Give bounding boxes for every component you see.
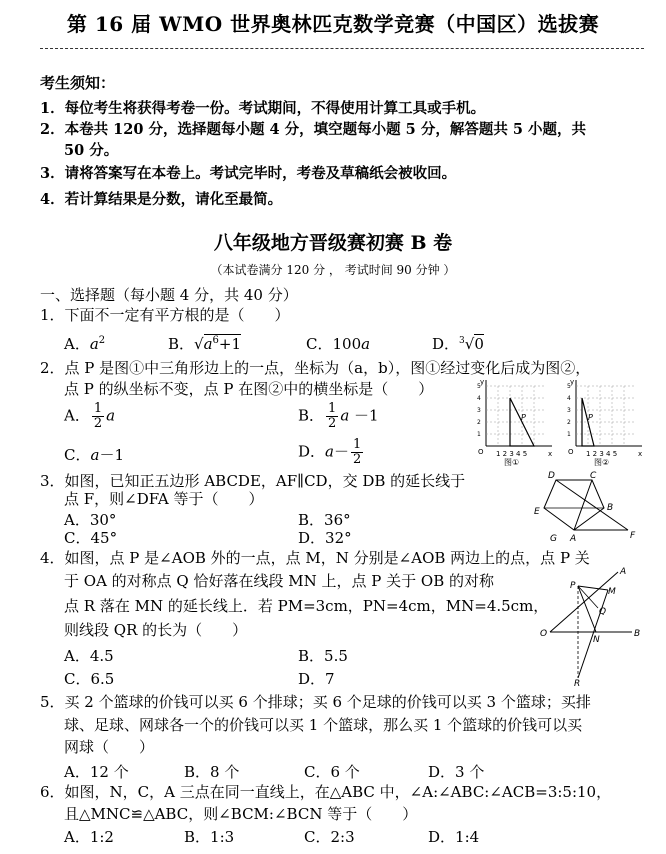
svg-text:B: B bbox=[634, 629, 641, 639]
svg-text:A: A bbox=[620, 567, 627, 577]
svg-text:M: M bbox=[608, 587, 616, 597]
q5-option-a: A．12 个 bbox=[64, 763, 129, 781]
q4-option-a: A．4.5 bbox=[64, 647, 114, 665]
svg-text:P: P bbox=[570, 581, 576, 591]
svg-text:B: B bbox=[607, 503, 614, 513]
notice-line: 4．若计算结果是分数，请化至最简。 bbox=[40, 191, 283, 208]
svg-text:D: D bbox=[548, 471, 555, 481]
question-5-line: 球、足球、网球各一个的价钱可以买 1 个篮球，那么买 1 个篮球的价钱可以买 bbox=[64, 716, 583, 734]
question-4-line: 4．如图，点 P 是∠AOB 外的一点，点 M，N 分别是∠AOB 两边上的点，点 P 关 bbox=[40, 549, 590, 567]
question-4-line: 于 OA 的对称点 Q 恰好落在线段 MN 上，点 P 关于 OB 的对称 bbox=[64, 572, 495, 590]
svg-text:4: 4 bbox=[477, 395, 481, 402]
svg-text:y: y bbox=[480, 378, 485, 386]
notice-title: 考生须知： bbox=[40, 74, 116, 92]
exam-title: 第 16 届 WMO 世界奥林匹克数学竞赛（中国区）选拔赛 bbox=[66, 12, 600, 36]
q2-option-b: B． $\frac{1}{2}$ a －1 bbox=[298, 401, 379, 431]
q3-option-c: C．45° bbox=[64, 529, 118, 547]
svg-text:C: C bbox=[590, 471, 597, 481]
q2-figure-1-caption: 图① bbox=[504, 458, 520, 466]
question-2-line: 点 P 的纵坐标不变，点 P 在图②中的横坐标是（ ） bbox=[64, 380, 434, 398]
q1-option-b: B．$√a^6+1$ bbox=[168, 335, 242, 353]
svg-text:x: x bbox=[548, 450, 553, 458]
svg-text:O: O bbox=[540, 629, 548, 639]
svg-text:x: x bbox=[638, 450, 643, 458]
q5-option-d: D．3 个 bbox=[428, 763, 485, 781]
svg-text:1 2 3 4 5: 1 2 3 4 5 bbox=[496, 450, 528, 458]
q3-option-d: D．32° bbox=[298, 529, 352, 547]
svg-text:5: 5 bbox=[567, 383, 571, 390]
question-5-line: 网球（ ） bbox=[64, 738, 155, 756]
q1-option-d: D．$^3$√0 bbox=[432, 335, 484, 353]
svg-text:3: 3 bbox=[567, 407, 571, 414]
q1-option-c: C．100a bbox=[306, 335, 371, 353]
question-3-line: 点 F，则∠DFA 等于（ ） bbox=[64, 490, 264, 508]
exam-note: （本试卷满分 120 分 ， 考试时间 90 分钟 ） bbox=[210, 263, 456, 277]
svg-text:Q: Q bbox=[599, 607, 607, 617]
svg-text:E: E bbox=[534, 507, 540, 517]
question-5-line: 5．买 2 个篮球的价钱可以买 6 个排球；买 6 个足球的价钱可以买 3 个篮球；买排 bbox=[40, 693, 591, 711]
svg-text:O: O bbox=[478, 448, 484, 456]
section-heading: 一、选择题（每小题 4 分，共 40 分） bbox=[40, 286, 298, 304]
question-4-line: 则线段 QR 的长为（ ） bbox=[64, 621, 248, 639]
svg-text:1: 1 bbox=[567, 431, 571, 438]
question-3-line: 3．如图，已知正五边形 ABCDE，AF∥CD，交 DB 的延长线于 bbox=[40, 472, 466, 490]
q2-figures bbox=[472, 376, 662, 466]
q6-option-c: C．2:3 bbox=[304, 828, 355, 846]
q6-option-b: B．1:3 bbox=[184, 828, 235, 846]
svg-text:O: O bbox=[568, 448, 574, 456]
svg-text:N: N bbox=[593, 635, 600, 645]
q6-option-a: A．1:2 bbox=[64, 828, 114, 846]
q4-option-d: D．7 bbox=[298, 670, 335, 688]
q2-figure-2 bbox=[567, 378, 642, 466]
q3-option-b: B．36° bbox=[298, 511, 351, 529]
exam-subtitle: 八年级地方晋级赛初赛 B 卷 bbox=[213, 232, 453, 254]
svg-text:R: R bbox=[574, 679, 581, 688]
svg-text:1 2 3 4 5: 1 2 3 4 5 bbox=[586, 450, 618, 458]
question-6-line: 6．如图，N，C，A 三点在同一直线上，在△ABC 中，∠A:∠ABC:∠ACB=3:5:10， bbox=[40, 783, 612, 801]
question-1-stem: 1．下面不一定有平方根的是（ ） bbox=[40, 306, 290, 324]
svg-text:2: 2 bbox=[477, 419, 481, 426]
q2-figure-1 bbox=[477, 378, 552, 466]
svg-text:P: P bbox=[588, 413, 593, 422]
question-6-line: 且△MNC≌△ABC，则∠BCM:∠BCN 等于（ ） bbox=[64, 805, 418, 823]
notice-line: 1．每位考生将获得考卷一份。考试期间，不得使用计算工具或手机。 bbox=[40, 100, 486, 117]
dashed-divider bbox=[40, 48, 644, 49]
svg-text:y: y bbox=[570, 378, 575, 386]
notice-line: 3．请将答案写在本卷上。考试完毕时，考卷及草稿纸会被收回。 bbox=[40, 165, 457, 182]
question-2-line: 2．点 P 是图①中三角形边上的一点，坐标为（a，b），图①经过变化后成为图②， bbox=[40, 359, 591, 377]
q1-option-a: A．$a^2$ bbox=[64, 335, 106, 353]
svg-text:1: 1 bbox=[477, 431, 481, 438]
svg-text:4: 4 bbox=[567, 395, 571, 402]
q5-option-c: C．6 个 bbox=[304, 763, 360, 781]
svg-text:3: 3 bbox=[477, 407, 481, 414]
svg-text:A: A bbox=[570, 534, 577, 544]
q4-angle-figure bbox=[536, 564, 648, 688]
notice-line: 2．本卷共 120 分，选择题每小题 4 分，填空题每小题 5 分，解答题共 5 小题，共 bbox=[40, 121, 587, 138]
question-4-line: 点 R 落在 MN 的延长线上．若 PM=3cm，PN=4cm，MN=4.5cm， bbox=[64, 597, 549, 615]
q4-option-b: B．5.5 bbox=[298, 647, 348, 665]
q4-option-c: C．6.5 bbox=[64, 670, 115, 688]
svg-text:G: G bbox=[550, 534, 557, 544]
svg-text:2: 2 bbox=[567, 419, 571, 426]
q2-option-c: C．a－1 bbox=[64, 446, 124, 464]
q2-figure-2-caption: 图② bbox=[594, 458, 610, 466]
q2-option-a: A． $\frac{1}{2}$ a bbox=[64, 401, 116, 431]
q2-option-d: D．a－ $\frac{1}{2}$ bbox=[298, 437, 362, 467]
q3-option-a: A．30° bbox=[64, 511, 117, 529]
svg-text:5: 5 bbox=[477, 383, 481, 390]
q5-option-b: B．8 个 bbox=[184, 763, 240, 781]
svg-text:P: P bbox=[521, 413, 526, 422]
svg-text:F: F bbox=[630, 531, 636, 541]
q6-option-d: D．1:4 bbox=[428, 828, 480, 846]
notice-line: 50 分。 bbox=[64, 142, 119, 159]
q3-pentagon-figure bbox=[530, 468, 650, 544]
